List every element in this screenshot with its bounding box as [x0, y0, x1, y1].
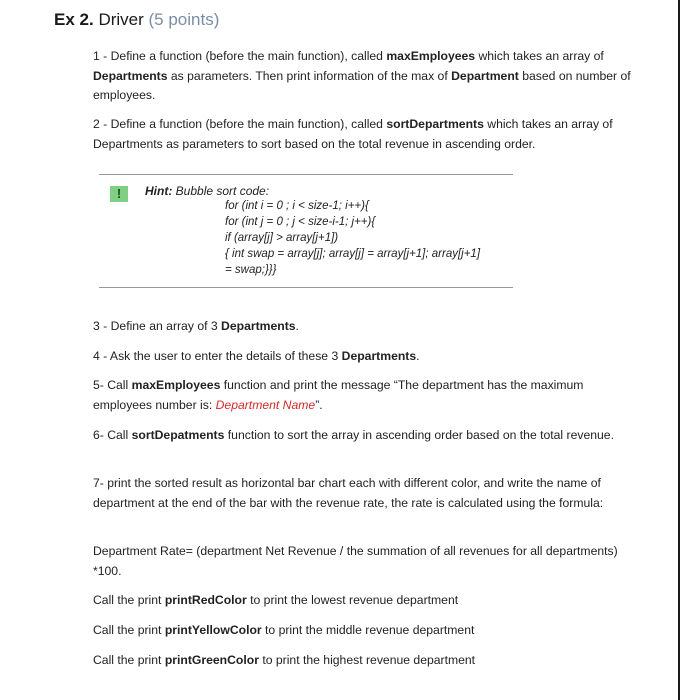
step-5-text-a: 5- Call: [93, 378, 132, 392]
step-2-text-c: which takes an array of Departments as parameters to sort based on the total revenue in ascending order.: [93, 117, 613, 151]
step-4-bold: Departments: [341, 349, 417, 363]
call-yellow-text-a: Call the print: [93, 623, 165, 637]
step-5-bold-function: maxEmployees: [131, 378, 221, 392]
step-6-text-a: 6- Call: [93, 428, 132, 442]
hint-label-rest: Bubble sort code:: [172, 184, 270, 198]
step-2-bold-function: sortDepartments: [386, 117, 484, 131]
formula: Department Rate= (department Net Revenue / the summation of all revenues for all departments) *100.: [93, 544, 618, 578]
code-line-3: if (array[j] > array[j+1]): [225, 232, 339, 244]
call-red-bold: printRedColor: [164, 593, 247, 607]
step-6-text-c: function to sort the array in ascending order based on the total revenue.: [224, 428, 614, 442]
step-3-text-a: 3 - Define an array of 3: [93, 319, 222, 333]
call-yellow-text-c: to print the middle revenue department: [261, 623, 475, 637]
step-1-text-a: 1 - Define a function (before the main function), called: [93, 49, 387, 63]
call-yellow-bold: printYellowColor: [164, 623, 262, 637]
call-red-text-c: to print the lowest revenue department: [246, 593, 459, 607]
call-green-text-c: to print the highest revenue department: [258, 653, 476, 667]
step-1-bold-departments: Departments: [93, 68, 168, 83]
step-6-bold-function: sortDepatments: [131, 428, 225, 442]
call-red-text-a: Call the print: [93, 593, 165, 607]
exercise-number: Ex 2.: [54, 10, 94, 29]
hint-box: [99, 174, 513, 288]
code-line-1: for (int i = 0 ; i < size-1; i++){: [225, 200, 369, 212]
call-yellow: [93, 621, 633, 641]
step-5: [93, 376, 633, 415]
step-2-text-a: 2 - Define a function (before the main function), called: [93, 117, 387, 131]
call-red: [93, 591, 633, 611]
step-3-text-c: .: [295, 319, 299, 333]
code-line-2: for (int j = 0 ; j < size-i-1; j++){: [225, 216, 376, 228]
step-4: [93, 347, 633, 367]
call-green: [93, 651, 633, 671]
step-4-text-a: 4 - Ask the user to enter the details of these 3: [93, 349, 342, 363]
code-line-5: = swap;}}}: [225, 264, 277, 276]
step-3-bold: Departments: [221, 319, 296, 333]
call-green-text-a: Call the print: [93, 653, 165, 667]
step-7: 7- print the sorted result as horizontal bar chart each with different color, and write the name of department at the end of the bar with the revenue rate, the rate is calculated using the formula:: [93, 476, 604, 510]
step-6: [93, 426, 633, 446]
step-5-text-c: function and print the message “The department has the maximum employees number is:: [93, 378, 584, 412]
step-1-text-c: which takes an array of: [475, 49, 604, 63]
hint-label: [145, 184, 269, 198]
step-1-bold-function: maxEmployees: [386, 49, 476, 63]
step-3: [93, 317, 633, 337]
step-1-bold-department: Department: [451, 68, 519, 83]
hint-exclamation-icon: !: [110, 186, 128, 202]
step-2: [93, 115, 633, 154]
step-4-text-c: .: [416, 349, 420, 363]
step-1-text-e: based on number of employees.: [93, 68, 631, 102]
step-1: [93, 47, 633, 106]
exercise-title: [54, 10, 219, 30]
step-5-text-d: ”.: [315, 397, 323, 412]
hint-label-bold: Hint:: [145, 184, 173, 198]
step-5-department-name-placeholder: Department Name: [215, 397, 316, 412]
call-green-bold: printGreenColor: [164, 653, 259, 667]
page-right-border: [678, 0, 680, 700]
code-line-4: { int swap = array[j]; array[j] = array[j+1]; array[j+1]: [225, 248, 481, 260]
exercise-name: Driver: [98, 10, 144, 29]
exercise-points: (5 points): [148, 10, 220, 29]
step-1-text-d: as parameters. Then print information of the max of: [167, 68, 452, 83]
